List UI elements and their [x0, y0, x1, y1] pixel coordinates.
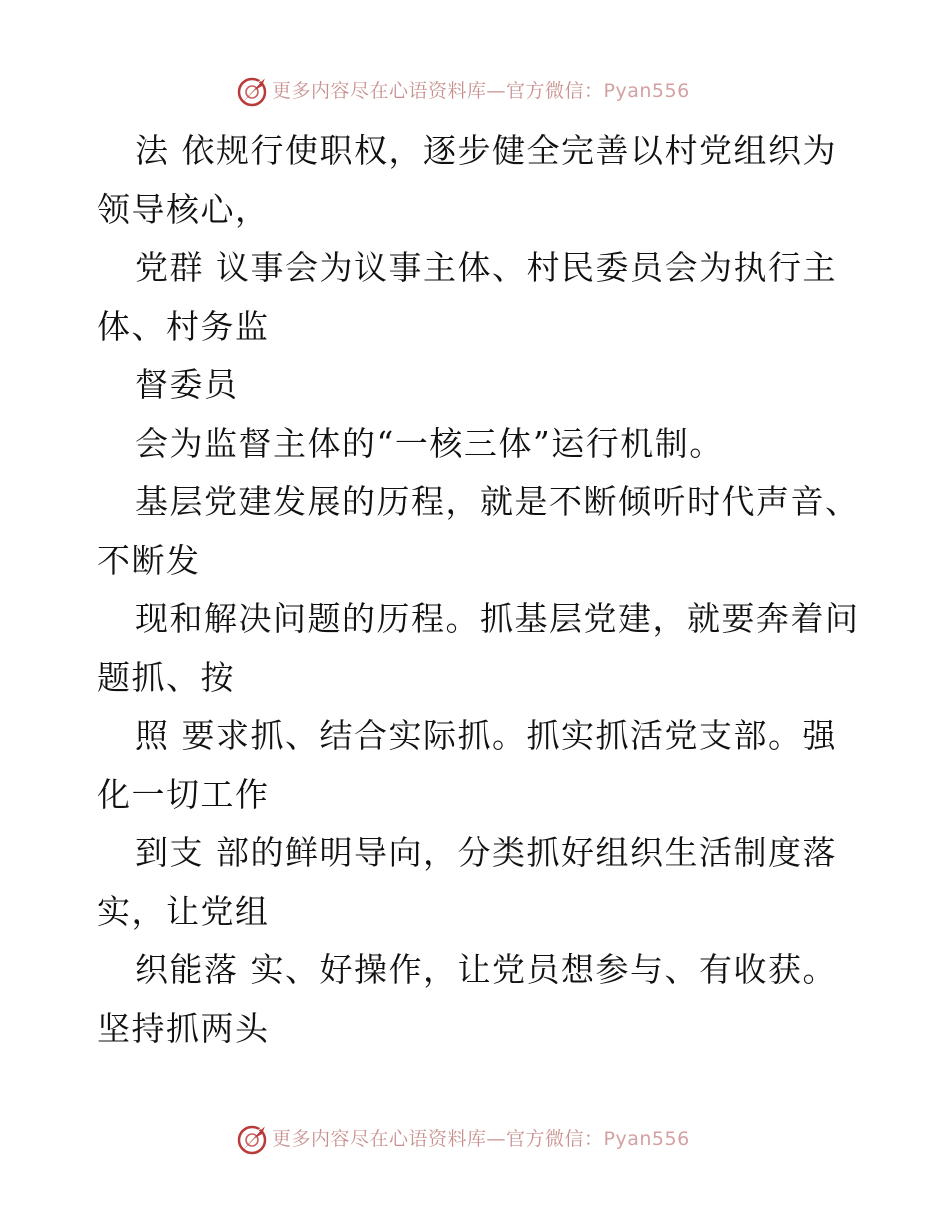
wechat-id: Pyan556 — [603, 1128, 690, 1150]
header-banner — [0, 72, 950, 112]
banner-label: 更多内容尽在心语资料库—官方微信： — [272, 80, 604, 102]
banner-text — [272, 79, 690, 103]
quill-pen-logo-icon — [235, 74, 269, 108]
text-line: 会为监督主体的“一核三体”运行机制。 — [135, 423, 724, 463]
text-line: 题抓、按 — [97, 657, 235, 697]
text-line: 实，让党组 — [97, 891, 270, 931]
text-line: 体、村务监 — [97, 306, 270, 346]
text-line: 织能落 实、好操作，让党员想参与、有收获。 — [135, 950, 837, 989]
text-line: 督委员 — [135, 365, 239, 404]
text-line: 现和解决问题的历程。抓基层党建，就要奔着问 — [135, 599, 860, 638]
text-line: 领导核心， — [97, 189, 270, 229]
text-line: 基层党建发展的历程，就是不断倾听时代声音、 — [135, 482, 860, 521]
footer-banner — [0, 1120, 950, 1160]
text-line: 化一切工作 — [97, 774, 270, 814]
text-line: 党群 议事会为议事主体、村民委员会为执行主 — [135, 248, 837, 287]
quill-pen-logo-icon — [235, 1122, 269, 1156]
banner-text — [272, 1127, 690, 1151]
text-line: 不断发 — [97, 540, 201, 580]
wechat-id: Pyan556 — [603, 80, 690, 102]
banner-label: 更多内容尽在心语资料库—官方微信： — [272, 1128, 604, 1150]
text-line: 到支 部的鲜明导向，分类抓好组织生活制度落 — [135, 833, 837, 872]
text-line: 照 要求抓、结合实际抓。抓实抓活党支部。强 — [135, 716, 837, 755]
text-line: 坚持抓两头 — [97, 1008, 270, 1048]
text-line: 法 依规行使职权，逐步健全完善以村党组织为 — [135, 131, 837, 170]
document-body — [97, 122, 860, 1058]
